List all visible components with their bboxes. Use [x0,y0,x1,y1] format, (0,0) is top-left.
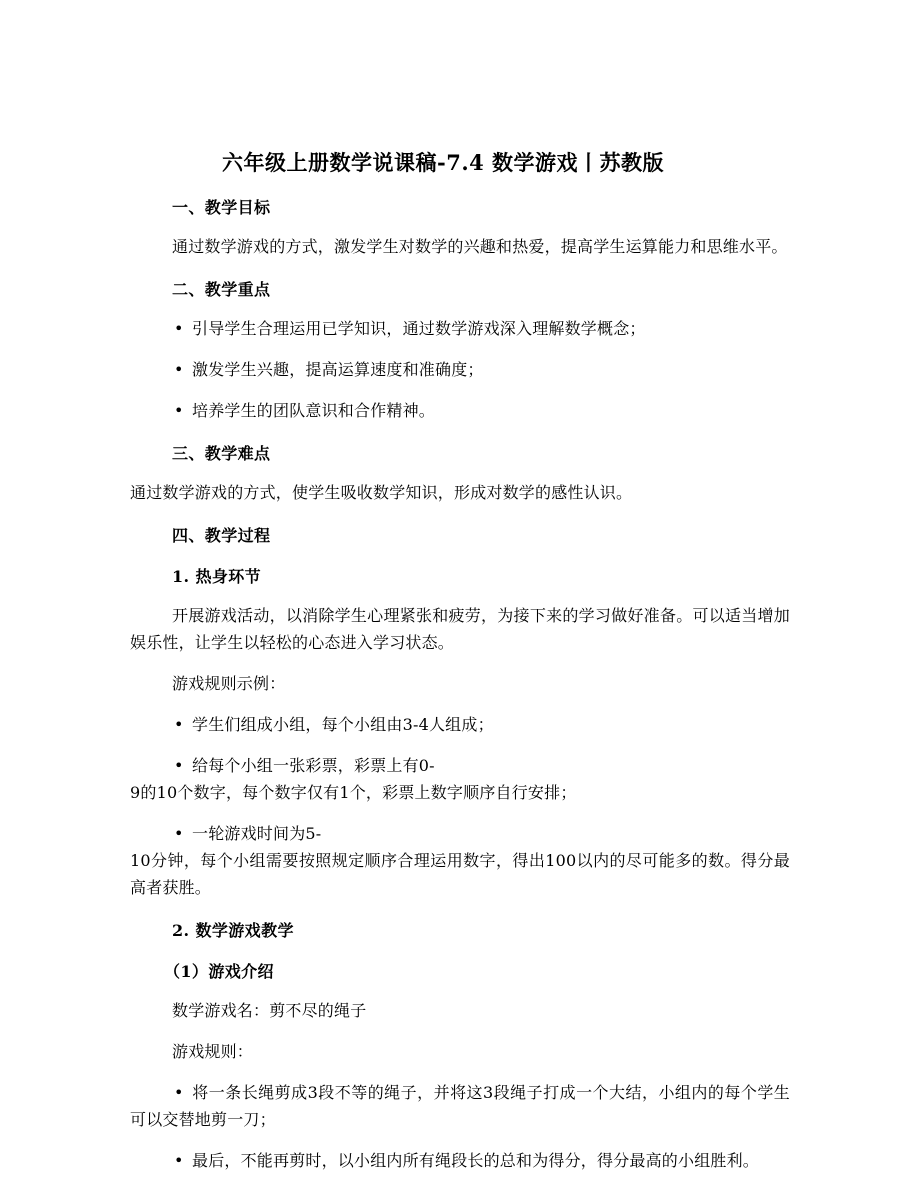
bullet-game-rule-2-text: 最后，不能再剪时，以小组内所有绳段长的总和为得分，得分最高的小组胜利。 [192,1151,760,1170]
paragraph-warmup: 开展游戏活动，以消除学生心理紧张和疲劳，为接下来的学习做好准备。可以适当增加娱乐性，让学生以轻松的心态进入学习状态。 [130,606,790,652]
bullet-warmup-2-head: 给每个小组一张彩票，彩票上有0- [192,756,435,775]
bullet-marker-icon: • [174,360,184,379]
heading-math-game-teaching: 2. 数学游戏教学 [172,921,294,940]
bullet-focus-1 [130,301,790,342]
heading-teaching-objectives: 一、教学目标 [172,198,271,217]
document-body [130,0,790,1174]
bullet-warmup-2-tail: 9的10个数字，每个数字仅有1个，彩票上数字顺序自行安排； [130,783,577,802]
paragraph-game-rules-label: 游戏规则： [172,1042,254,1061]
heading-teaching-difficulty: 三、教学难点 [172,444,271,463]
bullet-focus-3 [130,383,790,424]
heading-warmup: 1. 热身环节 [172,567,262,586]
paragraph-teaching-objectives: 通过数学游戏的方式，激发学生对数学的兴趣和热爱，提高学生运算能力和思维水平。 [172,237,788,256]
bullet-focus-2-text: 激发学生兴趣，提高运算速度和准确度； [192,360,484,379]
bullet-warmup-3-tail: 10分钟，每个小组需要按照规定顺序合理运用数字，得出100以内的尽可能多的数。得分最高者获胜。 [130,851,790,897]
bullet-warmup-2 [130,738,790,806]
bullet-game-rule-1-text: 将一条长绳剪成3段不等的绳子，并将这3段绳子打成一个大结，小组内的每个学生可以交替地剪一刀； [130,1083,790,1129]
bullet-warmup-3-head: 一轮游戏时间为5- [192,824,322,843]
bullet-game-rule-1 [130,1065,790,1133]
bullet-warmup-1-text: 学生们组成小组，每个小组由3-4人组成； [192,715,494,734]
document-content [130,178,790,1174]
paragraph-rules-example-label: 游戏规则示例： [172,674,286,693]
bullet-focus-2 [130,342,790,383]
bullet-marker-icon: • [174,1151,184,1170]
bullet-marker-icon: • [174,319,184,338]
bullet-warmup-1 [130,697,790,738]
heading-game-intro: （1）游戏介绍 [164,962,274,981]
paragraph-game-name: 数学游戏名：剪不尽的绳子 [172,1001,367,1020]
bullet-marker-icon: • [174,756,184,775]
bullet-marker-icon: • [174,715,184,734]
heading-teaching-process: 四、教学过程 [172,526,271,545]
bullet-game-rule-2 [130,1133,790,1174]
heading-teaching-focus: 二、教学重点 [172,280,271,299]
bullet-focus-3-text: 培养学生的团队意识和合作精神。 [192,401,436,420]
paragraph-teaching-difficulty: 通过数学游戏的方式，使学生吸收数学知识，形成对数学的感性认识。 [130,483,633,502]
page-title: 六年级上册数学说课稿-7.4 数学游戏丨苏教版 [222,150,665,175]
bullet-marker-icon: • [174,401,184,420]
bullet-marker-icon: • [174,1083,184,1102]
bullet-marker-icon: • [174,824,184,843]
bullet-focus-1-text: 引导学生合理运用已学知识，通过数学游戏深入理解数学概念； [192,319,646,338]
bullet-warmup-3 [130,806,790,901]
